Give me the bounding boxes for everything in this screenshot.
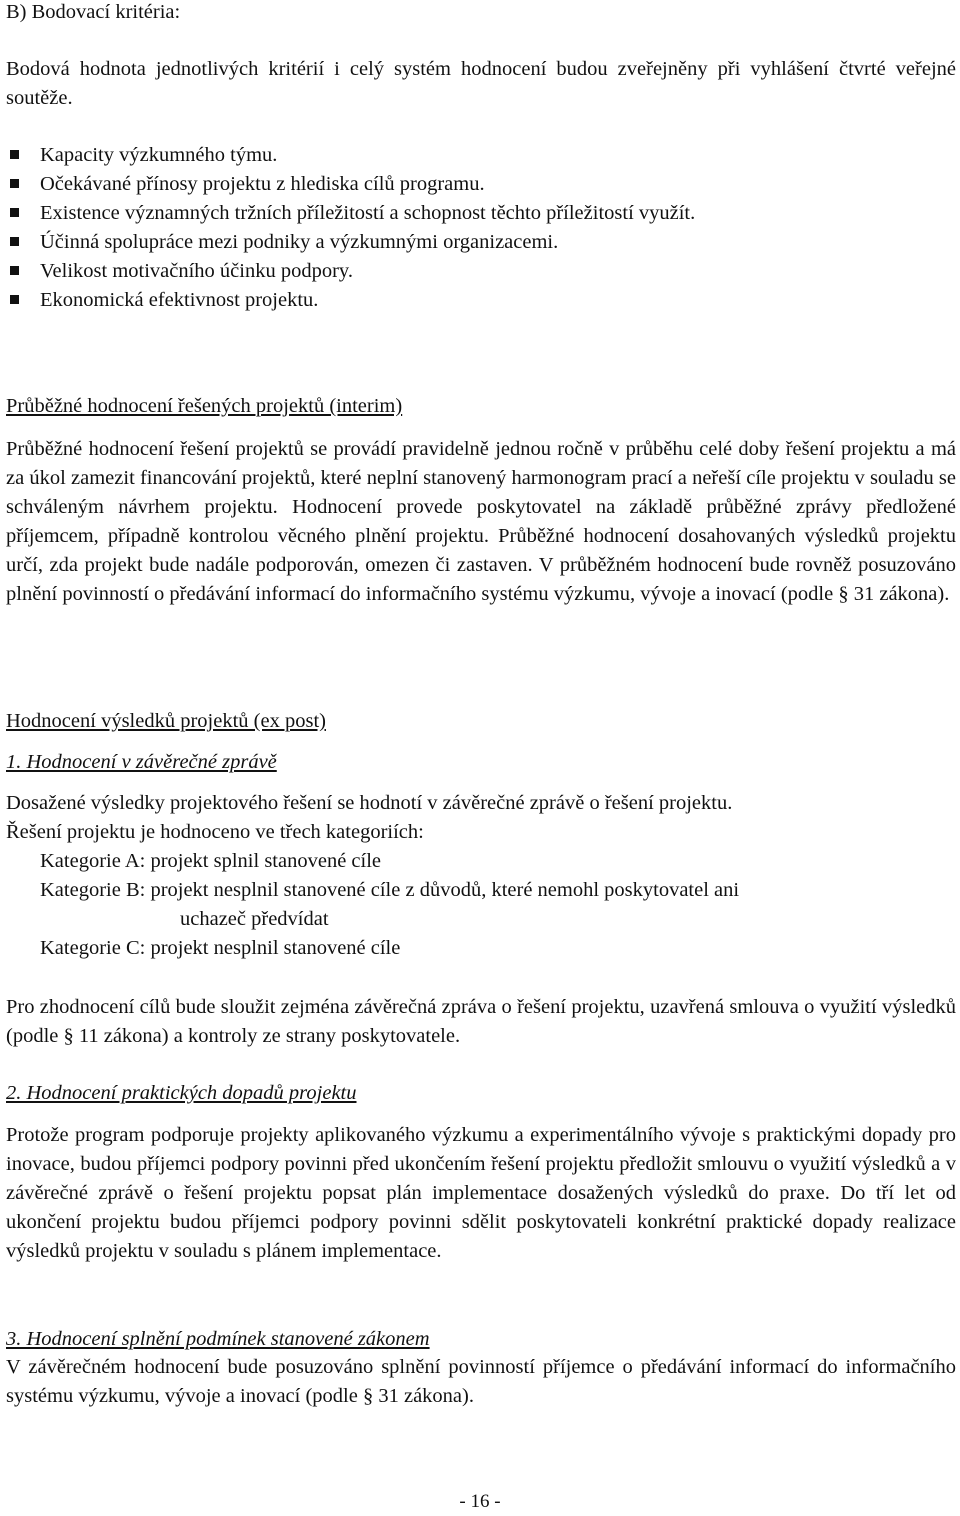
bullet-square-icon (10, 208, 19, 217)
categories-block (6, 847, 956, 963)
interim-heading: Průběžné hodnocení řešených projektů (interim) (6, 395, 403, 417)
page-number: - 16 - (459, 1491, 501, 1512)
criteria-text: Ekonomická efektivnost projektu. (40, 289, 319, 311)
criteria-text: Kapacity výzkumného týmu. (40, 144, 278, 166)
section-2-paragraph: Protože program podporuje projekty aplikovaného výzkumu a experimentálního vývoje s praktickými dopady pro inovace, budou příjemci podpory povinni před ukončením řešení projektu předložit smlouvu o využití výsledků a v závěrečné zprávě o řešení projektu popsat plán implementace dosažených výsledků do praxe. Do tří let od ukončení projektu budou příjemci podpory povinni sdělit poskytovateli konkrétní praktické dopady realizace výsledků projektu v souladu s plánem implementace. (6, 1124, 956, 1262)
criteria-text: Očekávané přínosy projektu z hlediska cílů programu. (40, 173, 485, 195)
bullet-square-icon (10, 237, 19, 246)
intro-paragraph: Bodová hodnota jednotlivých kritérií i celý systém hodnocení budou zveřejněny při vyhlášení čtvrté veřejné soutěže. (6, 58, 956, 109)
expost-heading: Hodnocení výsledků projektů (ex post) (6, 710, 326, 732)
list-item (6, 199, 956, 228)
section-2-heading: 2. Hodnocení praktických dopadů projektu (6, 1082, 357, 1104)
list-item (6, 257, 956, 286)
section-1-heading: 1. Hodnocení v závěrečné zprávě (6, 751, 277, 773)
section-3-heading: 3. Hodnocení splnění podmínek stanovené zákonem (6, 1328, 430, 1350)
category-b: Kategorie B: projekt nesplnil stanovené cíle z důvodů, které nemohl poskytovatel ani (40, 879, 740, 901)
category-b-continuation: uchazeč předvídat (180, 908, 329, 930)
category-c: Kategorie C: projekt nesplnil stanovené cíle (40, 937, 401, 959)
section-3-paragraph: V závěrečném hodnocení bude posuzováno splnění povinností příjemce o předávání informací do informačního systému výzkumu, vývoje a inovací (podle § 31 zákona). (6, 1356, 956, 1407)
interim-paragraph: Průběžné hodnocení řešení projektů se provádí pravidelně jednou ročně v průběhu celé doby řešení projektu a má za úkol zamezit financování projektů, které neplní stanovený harmonogram prací a neřeší cíle projektu v souladu se schváleným návrhem projektu. Hodnocení provede poskytovatel na základě průběžné zprávy předložené příjemcem, případně kontrolou věcného plnění projektu. Průběžné hodnocení dosahovaných výsledků projektu určí, zda projekt bude nadále podporován, omezen či zastaven. V průběžném hodnocení bude rovněž posuzováno plnění povinností o předávání informací do informačního systému výzkumu, vývoje a inovací (podle § 31 zákona). (6, 438, 956, 605)
section-1-paragraph: Dosažené výsledky projektového řešení se hodnotí v závěrečné zprávě o řešení projektu. (6, 792, 733, 814)
section-1-categories-intro: Řešení projektu je hodnoceno ve třech kategoriích: (6, 821, 424, 843)
criteria-text: Existence významných tržních příležitostí a schopnost těchto příležitostí využít. (40, 202, 696, 224)
list-item (6, 170, 956, 199)
heading-scoring-criteria: B) Bodovací kritéria: (6, 1, 181, 23)
bullet-square-icon (10, 179, 19, 188)
list-item (6, 228, 956, 257)
criteria-text: Velikost motivačního účinku podpory. (40, 260, 353, 282)
bullet-square-icon (10, 295, 19, 304)
list-item (6, 141, 956, 170)
list-item (6, 286, 956, 315)
category-a: Kategorie A: projekt splnil stanovené cíle (40, 850, 382, 872)
criteria-text: Účinná spolupráce mezi podniky a výzkumnými organizacemi. (40, 231, 559, 253)
bullet-square-icon (10, 150, 19, 159)
criteria-list (6, 141, 956, 315)
section-1-closing-paragraph: Pro zhodnocení cílů bude sloužit zejména závěrečná zpráva o řešení projektu, uzavřená smlouva o využití výsledků (podle § 11 zákona) a kontroly ze strany poskytovatele. (6, 996, 956, 1047)
bullet-square-icon (10, 266, 19, 275)
